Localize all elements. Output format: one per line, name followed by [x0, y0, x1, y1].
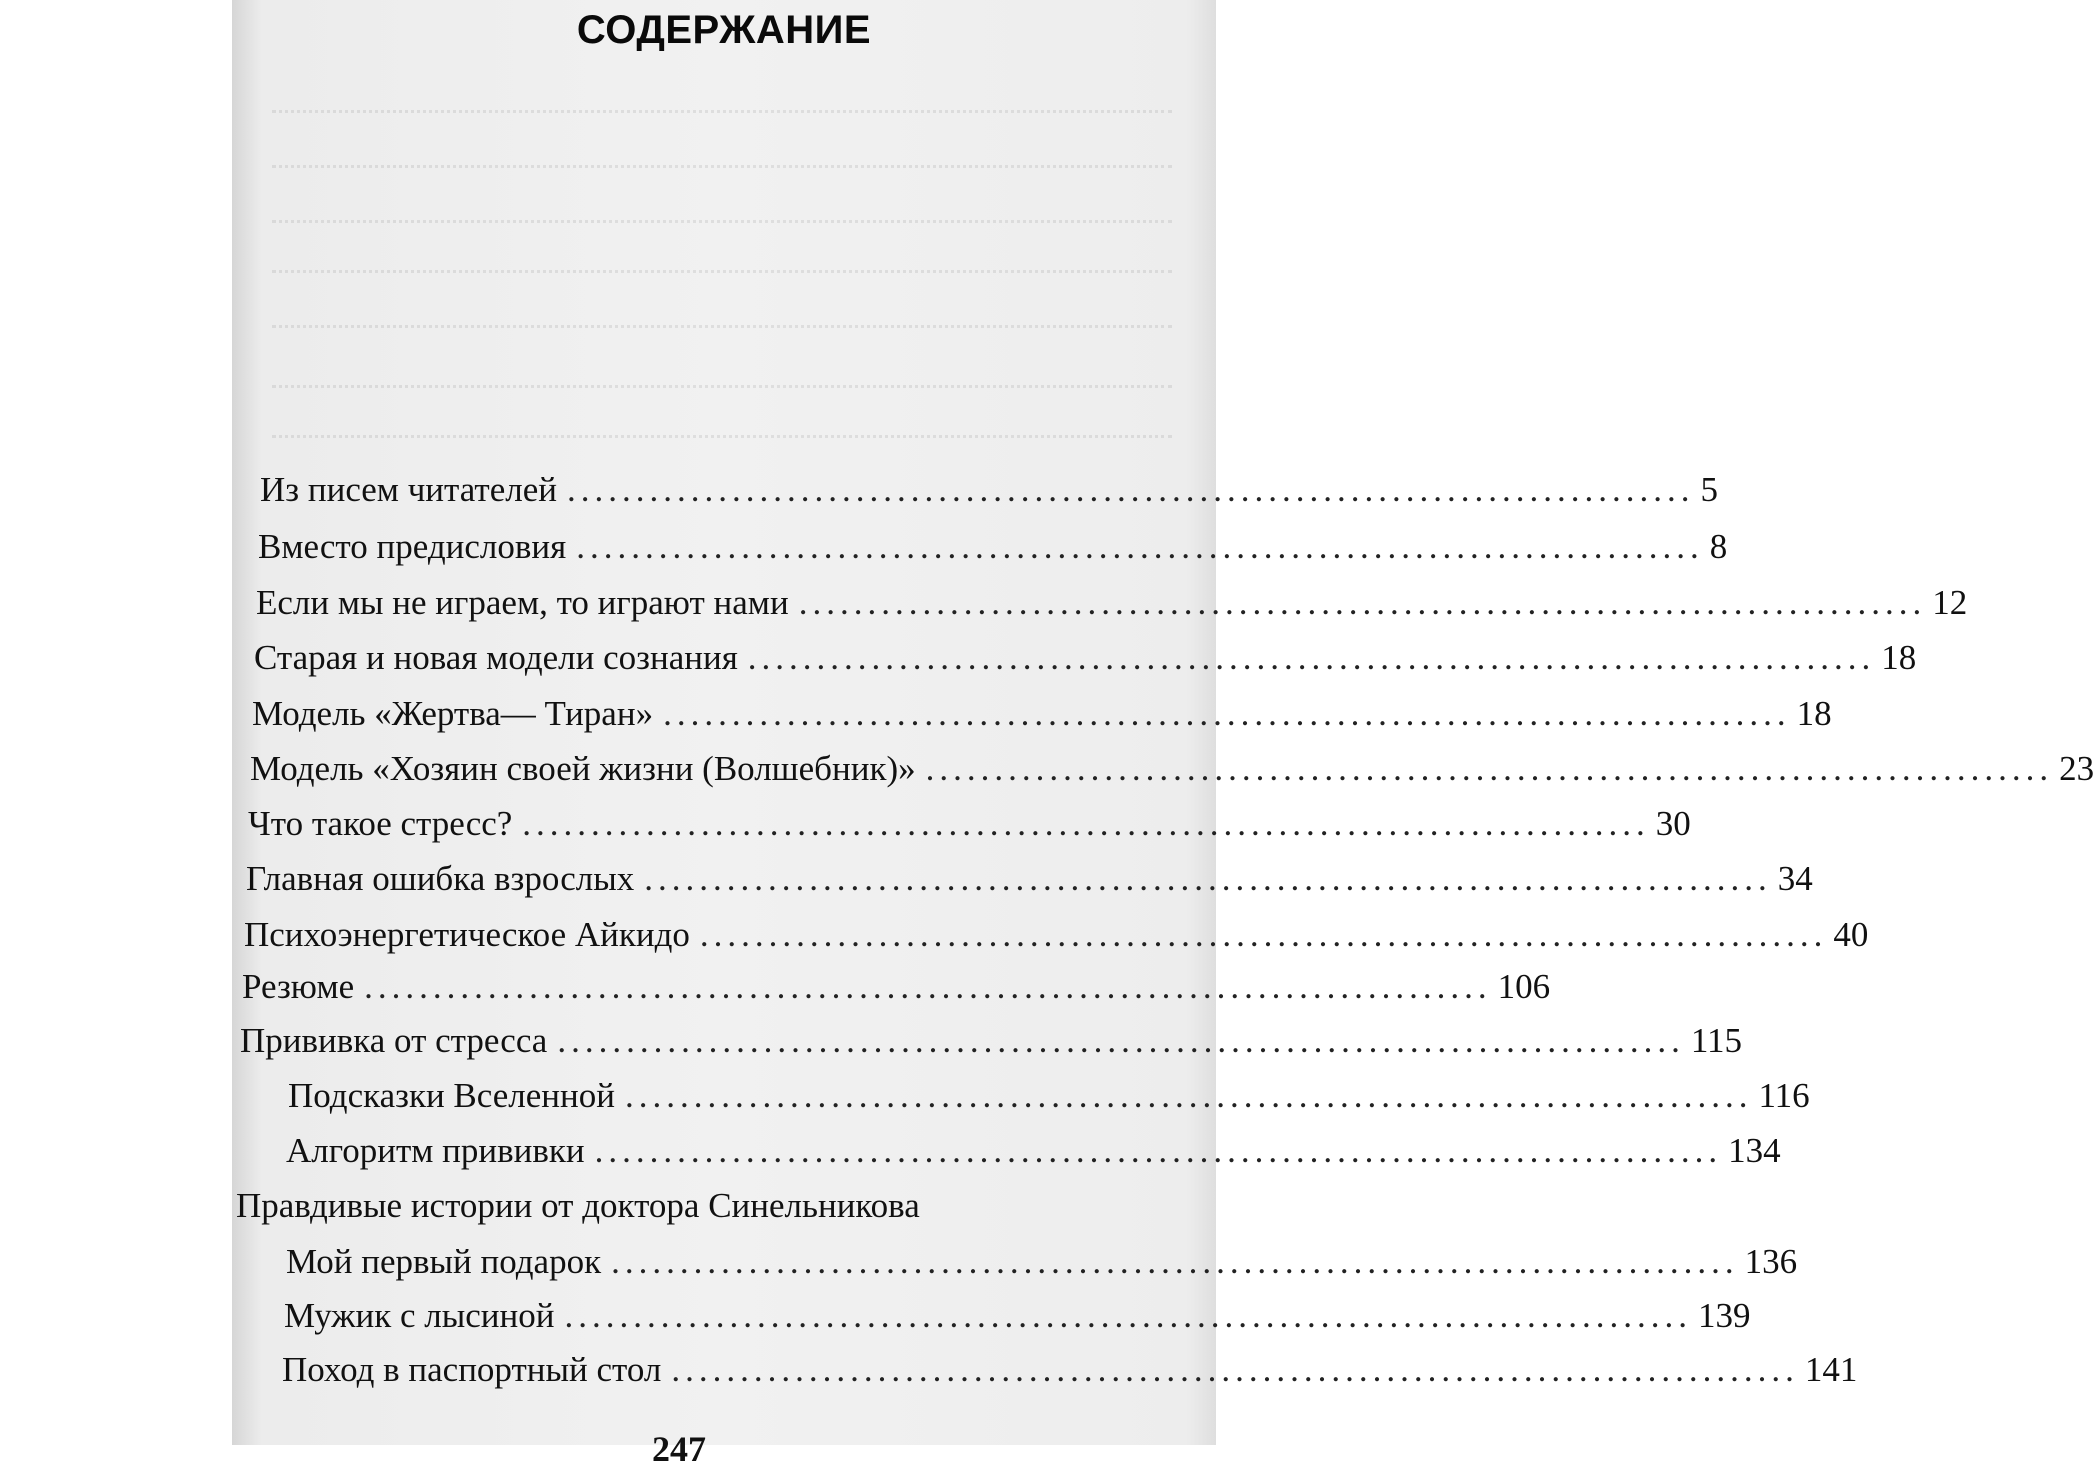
toc-subentry: [282, 1344, 1858, 1396]
dot-leader: ..................................................................................: [594, 1131, 1723, 1170]
toc-entry-page: 139: [1697, 1296, 1751, 1335]
toc-entry-page: 5: [1700, 470, 1718, 509]
toc-entry-title: Главная ошибка взрослых: [246, 859, 635, 898]
toc-entry-title: Мужик с лысиной: [284, 1296, 555, 1335]
toc-entry-title: Старая и новая модели сознания: [254, 638, 738, 677]
dot-leader: ..................................................................................: [699, 915, 1828, 954]
dot-leader: ..................................................................................: [566, 470, 1695, 509]
toc-entry-title: Прививка от стресса: [240, 1021, 548, 1060]
dot-leader: ..................................................................................: [576, 527, 1704, 566]
toc-entry-title: Мой первый подарок: [286, 1242, 602, 1281]
toc-entry-page: 136: [1744, 1242, 1798, 1281]
toc-entry: [244, 909, 1869, 961]
toc-entry: [250, 743, 2094, 795]
dot-leader: ..................................................................................: [611, 1242, 1739, 1281]
toc-entry-page: 134: [1728, 1131, 1781, 1170]
toc-entry: [256, 577, 1968, 629]
book-page: [232, 0, 2094, 1469]
toc-entry-title: Модель «Жертва— Тиран»: [252, 694, 654, 733]
dot-leader: ..................................................................................: [747, 638, 1876, 677]
toc-entry-page: 8: [1709, 527, 1728, 566]
toc-entry-title: Правдивые истории от доктора Синельникова: [236, 1186, 920, 1225]
dot-leader: ..................................................................................: [798, 583, 1927, 622]
toc-entry-title: Модель «Хозяин своей жизни (Волшебник)»: [250, 749, 916, 788]
toc-entry-title: Алгоритм прививки: [286, 1131, 585, 1170]
toc-entry-title: Подсказки Вселенной: [288, 1076, 615, 1115]
toc-entry-page: 34: [1777, 859, 1813, 898]
toc-entry-title: Вместо предисловия: [258, 527, 567, 566]
toc-entry-page: 30: [1655, 804, 1691, 843]
toc-subentry: [284, 1290, 1751, 1342]
dot-leader: ..................................................................................: [522, 804, 1650, 843]
page-number: 247: [652, 1429, 706, 1469]
dot-leader: ..................................................................................: [671, 1350, 1799, 1389]
dot-leader: ..................................................................................: [663, 694, 1791, 733]
dot-leader: ..................................................................................: [364, 967, 1492, 1006]
toc-section-heading: [236, 1180, 1136, 1232]
toc-entry-page: 141: [1804, 1350, 1858, 1389]
toc-entry-title: Если мы не играем, то играют нами: [256, 583, 789, 622]
dot-leader: ..................................................................................: [557, 1021, 1685, 1060]
dot-leader: ..................................................................................: [925, 749, 2054, 788]
toc-entry-title: Резюме: [242, 967, 355, 1006]
toc-entry-page: 116: [1758, 1076, 1810, 1115]
toc-entry-page: 18: [1881, 638, 1917, 677]
toc-entry: [240, 1015, 1743, 1067]
toc-entry: [260, 464, 1718, 516]
toc-entry-page: 12: [1932, 583, 1968, 622]
toc-entry-page: 115: [1690, 1021, 1743, 1060]
toc-entry: [248, 798, 1691, 850]
dot-leader: ..................................................................................: [624, 1076, 1753, 1115]
toc-entry-page: 106: [1497, 967, 1551, 1006]
toc-heading: СОДЕРЖАНИЕ: [576, 8, 872, 52]
toc-entry-title: Из писем читателей: [260, 470, 557, 509]
toc-entry: [246, 853, 1813, 905]
toc-entry: [252, 688, 1832, 740]
toc-entry: [242, 961, 1551, 1013]
toc-entry: [258, 521, 1728, 573]
toc-entry-page: 40: [1833, 915, 1869, 954]
toc-entry-title: Психоэнергетическое Айкидо: [244, 915, 690, 954]
toc-subentry: [286, 1125, 1781, 1177]
dot-leader: ..................................................................................: [564, 1296, 1692, 1335]
toc-subentry: [288, 1070, 1810, 1122]
toc-entry-title: Поход в паспортный стол: [282, 1350, 662, 1389]
toc-subentry: [286, 1236, 1798, 1288]
toc-entry-page: 23: [2059, 749, 2094, 788]
toc-entry-page: 18: [1796, 694, 1832, 733]
toc-entry: [254, 632, 1917, 684]
toc-entry-title: Что такое стресс?: [248, 804, 513, 843]
dot-leader: ..................................................................................: [644, 859, 1772, 898]
